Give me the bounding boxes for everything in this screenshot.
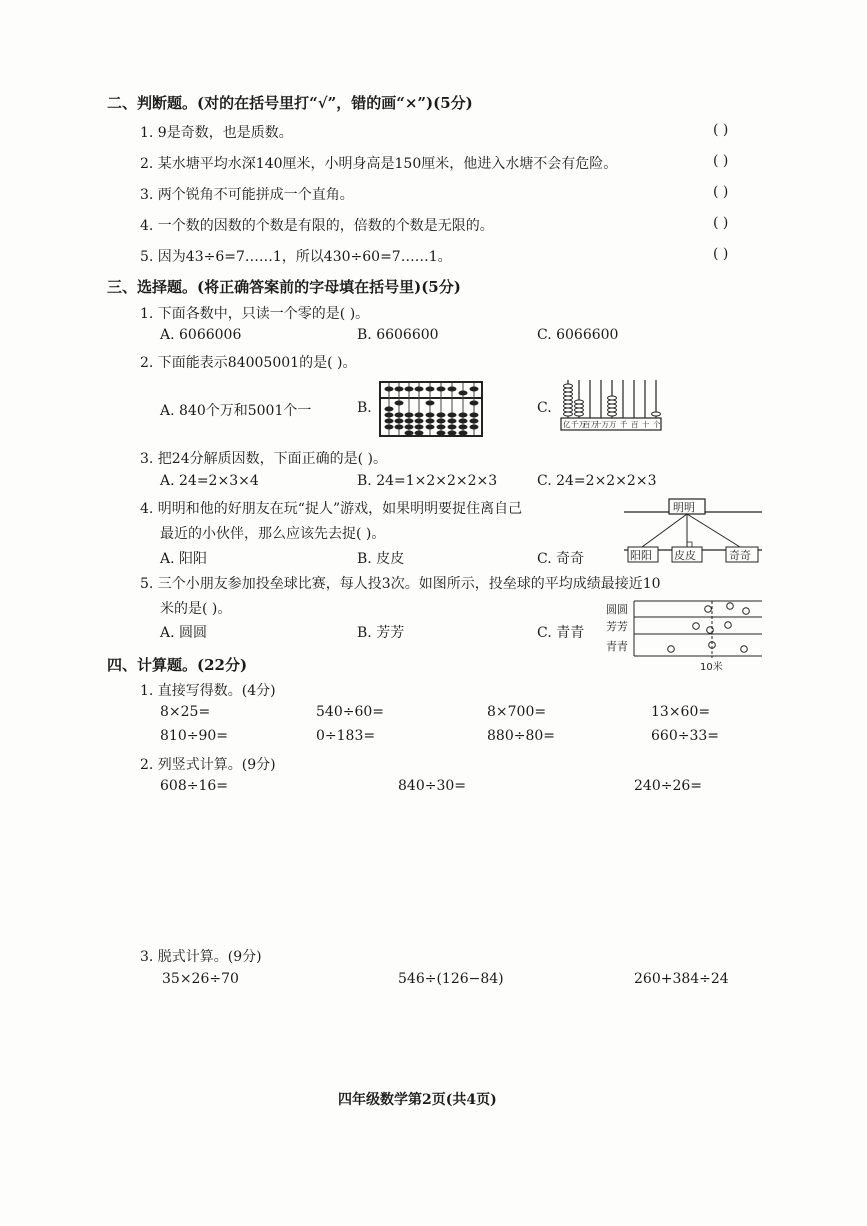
- choice-q1-stem: 1. 下面各数中，只读一个零的是( )。: [140, 306, 370, 322]
- calc-part3-title: 3. 脱式计算。(9分): [140, 949, 262, 965]
- choice-q1-c[interactable]: C. 6066600: [537, 327, 619, 343]
- choice-q1-b[interactable]: B. 6606600: [357, 327, 439, 343]
- choice-q3-stem: 3. 把24分解质因数，下面正确的是( )。: [140, 451, 387, 467]
- catch-game-figure: [622, 496, 764, 566]
- page-footer: 四年级数学第2页(共4页): [338, 1092, 497, 1108]
- vertical-calc-1: 608÷16=: [160, 778, 228, 794]
- oral-calc-2: 540÷60=: [316, 704, 384, 720]
- judge-answer-1[interactable]: ( ): [713, 122, 729, 138]
- counting-frame-label-shiwan: 十万: [594, 420, 609, 429]
- judge-answer-3[interactable]: ( ): [713, 184, 729, 200]
- choice-q3-c[interactable]: C. 24=2×2×2×3: [537, 473, 657, 489]
- judge-item-4: 4. 一个数的因数的个数是有限的，倍数的个数是无限的。: [140, 218, 494, 234]
- section-3-title: 三、选择题。(将正确答案前的字母填在括号里)(5分): [107, 278, 461, 296]
- section-4-title: 四、计算题。(22分): [107, 656, 248, 674]
- fig-qiqi-label: 奇奇: [729, 549, 751, 562]
- counting-frame-label-yi: 亿: [563, 420, 571, 429]
- oral-calc-8: 660÷33=: [651, 728, 719, 744]
- counting-frame-label-qianwan: 千万: [571, 420, 586, 429]
- counting-frame-c-figure: [560, 376, 664, 440]
- judge-answer-5[interactable]: ( ): [713, 246, 729, 262]
- judge-item-5: 5. 因为43÷6=7……1，所以430÷60=7……1。: [140, 249, 452, 265]
- stepwise-calc-1: 35×26÷70: [162, 971, 239, 987]
- counting-frame-label-qian: 千: [620, 420, 628, 429]
- judge-item-2: 2. 某水塘平均水深140厘米，小明身高是150厘米，他进入水塘不会有危险。: [140, 156, 618, 172]
- calc-part1-title: 1. 直接写得数。(4分): [140, 683, 276, 699]
- choice-q4-c[interactable]: C. 奇奇: [537, 551, 585, 567]
- vertical-calc-2: 840÷30=: [398, 778, 466, 794]
- choice-q4-b[interactable]: B. 皮皮: [357, 551, 405, 567]
- softball-throw-figure: [604, 598, 764, 674]
- fig-yuanyuan-label: 圆圆: [606, 603, 628, 616]
- judge-answer-4[interactable]: ( ): [713, 215, 729, 231]
- choice-q3-b[interactable]: B. 24=1×2×2×2×3: [357, 473, 498, 489]
- vertical-calc-3: 240÷26=: [634, 778, 702, 794]
- oral-calc-1: 8×25=: [160, 704, 211, 720]
- fig-yangyang-label: 阳阳: [630, 549, 652, 562]
- fig-pipi-label: 皮皮: [674, 549, 696, 562]
- counting-frame-label-bai: 百: [631, 420, 639, 429]
- fig-fangfang-label: 芳芳: [606, 620, 628, 633]
- counting-frame-label-shi: 十: [642, 420, 650, 429]
- counting-frame-label-baiwan: 百万: [583, 420, 598, 429]
- choice-q4-stem-line1: 4. 明明和他的好朋友在玩“捉人”游戏，如果明明要捉住离自己: [140, 501, 523, 517]
- choice-q5-c[interactable]: C. 青青: [537, 625, 585, 641]
- judge-item-3: 3. 两个锐角不可能拼成一个直角。: [140, 187, 354, 203]
- stepwise-calc-2: 546÷(126−84): [398, 971, 504, 987]
- judge-answer-2[interactable]: ( ): [713, 153, 729, 169]
- fig-10m-mark: 10米: [700, 662, 723, 673]
- judge-item-1: 1. 9是奇数，也是质数。: [140, 125, 293, 141]
- choice-q2-b[interactable]: B.: [357, 400, 372, 416]
- choice-q5-stem-line1: 5. 三个小朋友参加投垒球比赛，每人投3次。如图所示，投垒球的平均成绩最接近10: [140, 576, 661, 592]
- counting-frame-label-wan: 万: [609, 420, 617, 429]
- calc-part2-title: 2. 列竖式计算。(9分): [140, 757, 276, 773]
- choice-q2-a[interactable]: A. 840个万和5001个一: [160, 403, 312, 419]
- oral-calc-4: 13×60=: [651, 704, 711, 720]
- choice-q4-stem-line2: 最近的小伙伴，那么应该先去捉( )。: [160, 526, 386, 542]
- choice-q3-a[interactable]: A. 24=2×3×4: [160, 473, 259, 489]
- abacus-b-figure: [379, 381, 483, 437]
- choice-q5-b[interactable]: B. 芳芳: [357, 625, 405, 641]
- choice-q4-a[interactable]: A. 阳阳: [160, 551, 208, 567]
- oral-calc-3: 8×700=: [487, 704, 547, 720]
- fig-qingqing-label: 青青: [606, 640, 628, 653]
- choice-q2-stem: 2. 下面能表示84005001的是( )。: [140, 355, 357, 371]
- stepwise-calc-3: 260+384÷24: [634, 971, 729, 987]
- choice-q2-c[interactable]: C.: [537, 400, 552, 416]
- section-2-title: 二、判断题。(对的在括号里打“√”，错的画“×”)(5分): [107, 94, 473, 112]
- oral-calc-5: 810÷90=: [160, 728, 228, 744]
- choice-q5-stem-line2: 米的是( )。: [160, 601, 232, 617]
- choice-q1-a[interactable]: A. 6066006: [160, 327, 242, 343]
- counting-frame-label-ge: 个: [653, 420, 661, 429]
- oral-calc-6: 0÷183=: [316, 728, 376, 744]
- oral-calc-7: 880÷80=: [487, 728, 555, 744]
- choice-q5-a[interactable]: A. 圆圆: [160, 625, 208, 641]
- fig-mingming-label: 明明: [673, 501, 695, 514]
